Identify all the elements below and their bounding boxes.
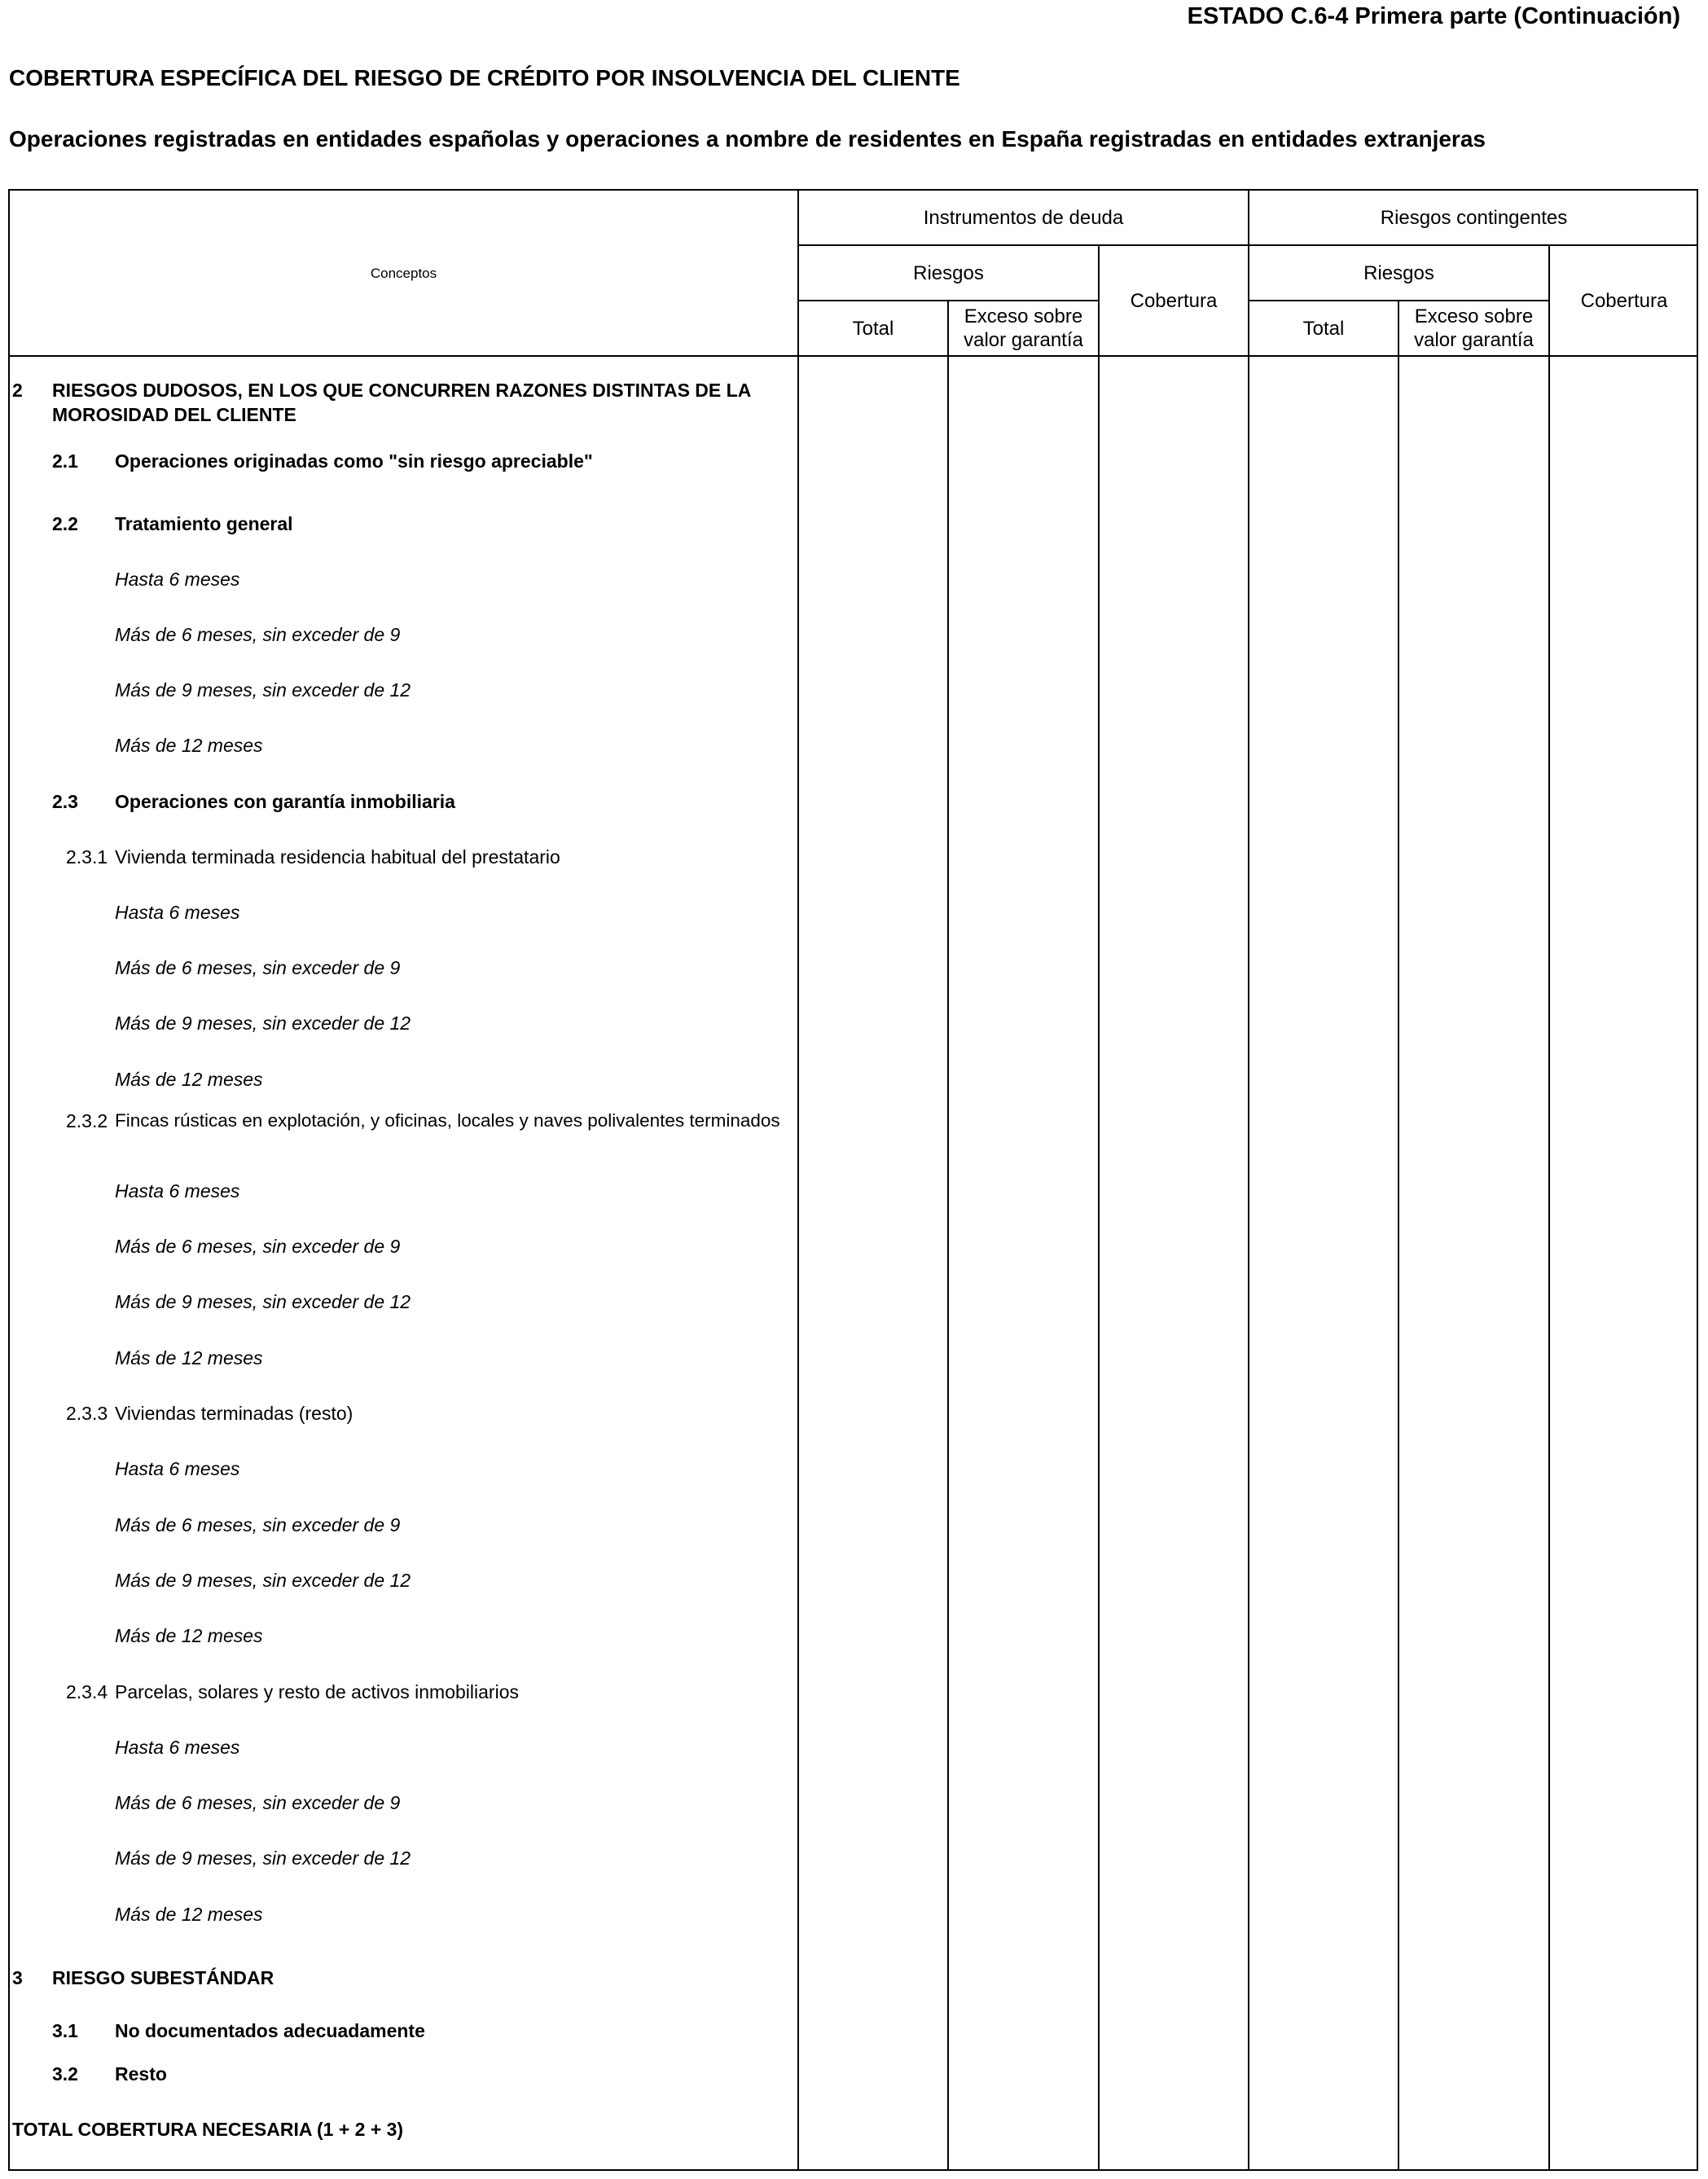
- row-label: Fincas rústicas en explotación, y oficinas, locales y naves polivalentes terminados: [115, 1110, 780, 1131]
- header-riesgos-instrumentos: Riesgos: [913, 261, 984, 284]
- header-cobertura-contingentes: Cobertura: [1580, 289, 1668, 312]
- estado-code: ESTADO C.6-4 Primera parte (Continuación): [1187, 3, 1680, 29]
- header-bottom-border: [8, 355, 1698, 357]
- row-label: Hasta 6 meses: [115, 1180, 240, 1202]
- row-label: Vivienda terminada residencia habitual del prestatario: [115, 846, 560, 868]
- header-conceptos: Conceptos: [370, 265, 437, 281]
- row-label: Más de 9 meses, sin exceder de 12: [115, 1013, 411, 1034]
- row-label: Más de 9 meses, sin exceder de 12: [115, 1570, 411, 1591]
- row-label: Más de 6 meses, sin exceder de 9: [115, 957, 401, 978]
- header-total-contingentes: Total: [1302, 317, 1345, 340]
- row-label: Más de 6 meses, sin exceder de 9: [115, 624, 401, 645]
- row-label: Más de 6 meses, sin exceder de 9: [115, 1514, 401, 1535]
- row-number: 2.1: [52, 450, 78, 472]
- row-label: Viviendas terminadas (resto): [115, 1403, 353, 1424]
- row-label: Hasta 6 meses: [115, 1737, 240, 1758]
- header-total-instrumentos: Total: [852, 317, 894, 340]
- row-label: Más de 12 meses: [115, 735, 263, 756]
- row-label: Operaciones con garantía inmobiliaria: [115, 791, 455, 812]
- row-label: TOTAL COBERTURA NECESARIA (1 + 2 + 3): [12, 2119, 404, 2140]
- document-title: COBERTURA ESPECÍFICA DEL RIESGO DE CRÉDITO POR INSOLVENCIA DEL CLIENTE: [9, 65, 960, 90]
- column-divider-conceptos: [797, 189, 799, 2171]
- row-label: Más de 12 meses: [115, 1625, 263, 1646]
- row-number: 2.3.2: [66, 1110, 108, 1131]
- row-number: 2: [12, 380, 23, 401]
- header-instrumentos-deuda: Instrumentos de deuda: [923, 206, 1124, 229]
- row-number: 3.1: [52, 2020, 78, 2041]
- row-label: Más de 12 meses: [115, 1069, 263, 1090]
- header-riesgos-contingentes: Riesgos contingentes: [1380, 206, 1568, 229]
- header-exceso-instrumentos: Exceso sobre valor garantía: [964, 305, 1083, 351]
- row-label: Hasta 6 meses: [115, 569, 240, 590]
- row-label: Operaciones originadas como "sin riesgo apreciable": [115, 450, 593, 472]
- statement-table: [8, 189, 1698, 2171]
- row-number: 2.3: [52, 791, 78, 812]
- row-number: 2.3.1: [66, 846, 108, 868]
- column-divider-cobertura-1: [1248, 189, 1249, 2171]
- row-number: 2.2: [52, 513, 78, 534]
- row-number: 3.2: [52, 2063, 78, 2085]
- row-label: Resto: [115, 2063, 167, 2085]
- row-label: Parcelas, solares y resto de activos inmobiliarios: [115, 1681, 519, 1702]
- column-divider-exceso-1: [1098, 244, 1100, 2171]
- row-label: Tratamiento general: [115, 513, 293, 534]
- row-label: Más de 9 meses, sin exceder de 12: [115, 1847, 411, 1869]
- header-riesgos-contingentes-sub: Riesgos: [1363, 261, 1434, 284]
- column-divider-total-2: [1398, 300, 1399, 2171]
- row-number: 3: [12, 1967, 23, 1988]
- row-label: Más de 9 meses, sin exceder de 12: [115, 1291, 411, 1312]
- row-label: Más de 12 meses: [115, 1904, 263, 1925]
- row-label: Más de 12 meses: [115, 1347, 263, 1368]
- row-number: 2.3.3: [66, 1403, 108, 1424]
- document-subtitle: Operaciones registradas en entidades españolas y operaciones a nombre de residentes en España registradas en entidades extranjeras: [9, 126, 1486, 152]
- row-label: Hasta 6 meses: [115, 1458, 240, 1479]
- row-label: Más de 6 meses, sin exceder de 9: [115, 1792, 401, 1813]
- column-divider-exceso-2: [1548, 244, 1550, 2171]
- row-label: No documentados adecuadamente: [115, 2020, 425, 2041]
- row-label: Más de 6 meses, sin exceder de 9: [115, 1236, 401, 1257]
- header-exceso-contingentes: Exceso sobre valor garantía: [1414, 305, 1534, 351]
- header-cobertura-instrumentos: Cobertura: [1130, 289, 1218, 312]
- row-number: 2.3.4: [66, 1681, 108, 1702]
- row-label: RIESGOS DUDOSOS, EN LOS QUE CONCURREN RAZONES DISTINTAS DE LA MOROSIDAD DEL CLIENTE: [52, 380, 751, 425]
- row-label: Más de 9 meses, sin exceder de 12: [115, 679, 411, 701]
- column-divider-total-1: [947, 300, 949, 2171]
- row-label: Hasta 6 meses: [115, 902, 240, 923]
- row-label: RIESGO SUBESTÁNDAR: [52, 1967, 274, 1988]
